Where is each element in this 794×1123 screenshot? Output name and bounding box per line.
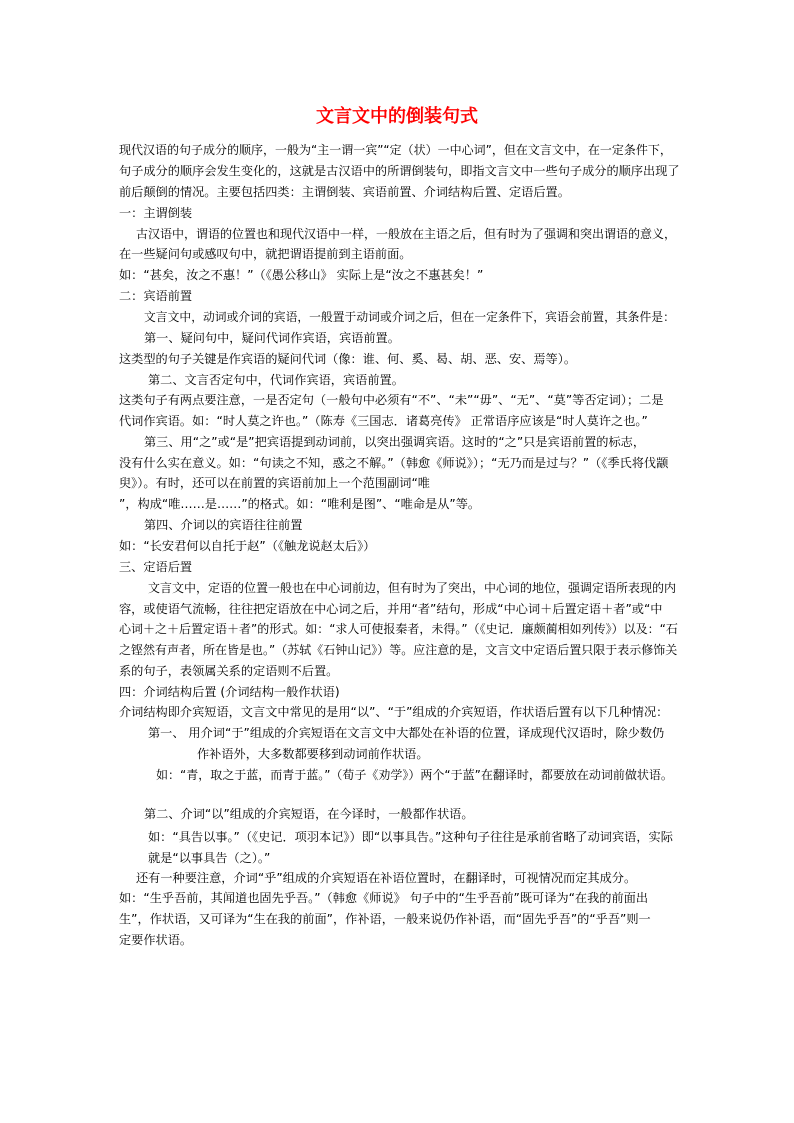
paragraph-line: 这类型的句子关键是作宾语的疑问代词（像：谁、何、奚、曷、胡、恶、安、焉等）。 <box>119 352 577 366</box>
section-heading: 四：介词结构后置 (介词结构一般作状语) <box>119 685 340 699</box>
paragraph-line: 古汉语中，谓语的位置也和现代汉语中一样，一般放在主语之后，但有时为了强调和突出谓语的意义， <box>136 227 677 241</box>
paragraph-line: 第四、介词以的宾语往往前置 <box>144 518 303 532</box>
paragraph-line: 没有什么实在意义。如：“句读之不知，惑之不解。”（韩愈《师说》）；“无乃而是过与？”（《季氏将伐颛 <box>119 456 669 470</box>
paragraph-line: 第二、介词“以”组成的介宾短语，在今译时，一般都作状语。 <box>144 807 474 821</box>
paragraph-line: 之铿然有声者，所在皆是也。”（苏轼《石钟山记》）等。应注意的是，文言文中定语后置只限于表示修饰关 <box>119 643 678 657</box>
paragraph-line: 文言文中，动词或介词的宾语，一般置于动词或介词之后，但在一定条件下，宾语会前置，其条件是： <box>144 310 675 324</box>
paragraph-line: 定要作状语。 <box>119 933 193 947</box>
paragraph-line: 臾》）。有时，还可以在前置的宾语前加上一个范围副词“唯 <box>119 476 430 490</box>
paragraph-line: 现代汉语的句子成分的顺序，一般为“主一谓一宾”“定（状）一中心词”，但在文言文中，在一定条件下， <box>119 143 672 157</box>
paragraph-line: 第一、疑问句中，疑问代词作宾语，宾语前置。 <box>144 331 400 345</box>
paragraph-line: 在一些疑问句或感叹句中，就把谓语提前到主语前面。 <box>119 247 412 261</box>
paragraph-line: 如：“青，取之于蓝，而青于蓝。”（荀子《劝学》）两个“于蓝”在翻译时，都要放在动词前做状语。 <box>156 768 673 782</box>
section-heading: 一：主谓倒装 <box>119 206 193 220</box>
paragraph-line: 第三、用“之”或“是”把宾语提到动词前，以突出强调宾语。这时的“之”只是宾语前置的标志， <box>144 435 646 449</box>
paragraph-line: 如：“具告以事。”（《史记．项羽本记》）即“以事具告。”这种句子往往是承前省略了动词宾语，实际 <box>148 830 673 844</box>
paragraph-line: 如：“生乎吾前，其闻道也固先乎吾。”（韩愈《师说》 句子中的“生乎吾前”既可译为“在我的前面出 <box>119 891 649 905</box>
paragraph-line: 心词＋之＋后置定语＋者”的形式。如：“求人可使报秦者，未得。”（《史记．廉颇蔺相如列传》）以及：“石 <box>119 622 678 636</box>
section-heading: 三、定语后置 <box>119 560 193 574</box>
paragraph-line: 介词结构即介宾短语，文言文中常见的是用“以”、“于”组成的介宾短语，作状语后置有以下几种情况： <box>119 705 669 719</box>
paragraph-line: 这类句子有两点要注意，一是否定句（一般句中必须有“不”、“未”“毋”、“无”、“莫”等否定词）；二是 <box>119 393 664 407</box>
paragraph-line: 就是“以事具告（之）。” <box>148 851 271 865</box>
paragraph-line: 容，或使语气流畅，往往把定语放在中心词之后，并用“者”结句，形成“中心词＋后置定语＋者”或“中 <box>119 602 663 616</box>
section-heading: 二：宾语前置 <box>119 289 193 303</box>
paragraph-line: 如：“长安君何以自托于赵”（《触龙说赵太后》） <box>119 539 376 553</box>
paragraph-line: 第二、文言否定句中，代词作宾语，宾语前置。 <box>148 373 404 387</box>
paragraph-line: ”，构成“唯……是……”的格式。如：“唯利是图”、“唯命是从”等。 <box>119 497 481 511</box>
paragraph-line: 文言文中，定语的位置一般也在中心词前边，但有时为了突出，中心词的地位，强调定语所表现的内 <box>148 581 677 595</box>
paragraph-line: 第一、 用介词“于”组成的介宾短语在文言文中大都处在补语的位置，译成现代汉语时，除少数仍 <box>148 726 665 740</box>
paragraph-line: 代词作宾语。如：“时人莫之许也。”（陈寿《三国志．诸葛亮传》 正常语序应该是“时人莫许之也。” <box>119 414 648 428</box>
paragraph-line: 还有一种要注意，介词“乎”组成的介宾短语在补语位置时，在翻译时，可视情况而定其成分。 <box>136 871 637 885</box>
paragraph-line: 句子成分的顺序会发生变化的，这就是古汉语中的所谓倒装句，即指文言文中一些句子成分的顺序出现了 <box>119 164 680 178</box>
paragraph-line: 如：“甚矣，汝之不惠！”（《愚公移山》 实际上是“汝之不惠甚矣！” <box>119 268 484 282</box>
paragraph-line: 前后颠倒的情况。主要包括四类：主谓倒装、宾语前置、介词结构后置、定语后置。 <box>119 185 570 199</box>
paragraph-line: 作补语外，大多数都要移到动词前作状语。 <box>197 747 429 761</box>
paragraph-line: 生”，作状语，又可译为“生在我的前面”，作补语，一般来说仍作补语，而“固先乎吾”的“乎吾”则一 <box>119 912 651 926</box>
document-title: 文言文中的倒装句式 <box>316 106 478 127</box>
paragraph-line: 系的句子，表领属关系的定语则不后置。 <box>119 664 339 678</box>
